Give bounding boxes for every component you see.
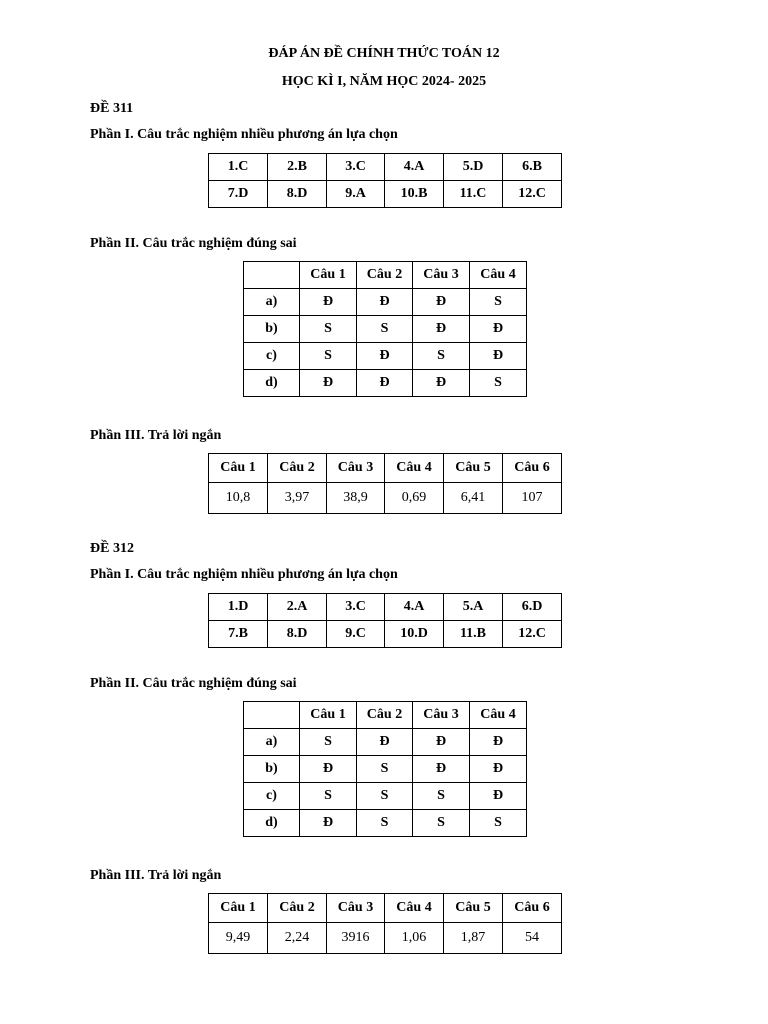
column-header: Câu 1 [300,702,357,729]
answer-cell: 9.A [327,181,385,208]
answer-cell: 12.C [503,621,562,648]
column-header: Câu 2 [357,262,413,289]
table-row [209,154,562,181]
part3-heading: Phần III. Trả lời ngắn [90,868,222,883]
answer-cell: 6.D [503,594,562,621]
answer-cell: 5.D [444,154,503,181]
row-label: c) [244,343,300,370]
table-row [244,810,527,837]
answer-cell: Đ [357,370,413,397]
answer-cell: Đ [357,729,413,756]
column-header: Câu 3 [327,454,385,483]
answer-cell: 11.C [444,181,503,208]
answer-cell: Đ [470,783,527,810]
answer-cell: Đ [300,289,357,316]
answer-cell: S [300,316,357,343]
part3-heading: Phần III. Trả lời ngắn [90,428,222,443]
answer-cell: Đ [300,370,357,397]
answer-cell: 8.D [268,181,327,208]
column-header: Câu 4 [470,702,527,729]
part2-true-false-table [243,701,527,837]
column-header: Câu 4 [385,894,444,923]
answer-cell: 9.C [327,621,385,648]
row-label: a) [244,289,300,316]
table-row [244,316,527,343]
answer-cell: 4.A [385,154,444,181]
column-header: Câu 3 [327,894,385,923]
exam-code-heading: ĐỀ 312 [90,541,134,556]
answer-cell: 2.A [268,594,327,621]
answer-cell: Đ [300,756,357,783]
table-row [209,923,562,954]
answer-cell: 0,69 [385,483,444,514]
column-header: Câu 6 [503,454,562,483]
answer-cell: 7.B [209,621,268,648]
part1-answer-table [208,153,562,208]
answer-cell: S [357,316,413,343]
answer-cell: 11.B [444,621,503,648]
answer-cell: 10.D [385,621,444,648]
answer-cell: S [357,810,413,837]
answer-cell: 1,06 [385,923,444,954]
column-header: Câu 1 [209,894,268,923]
column-header: Câu 3 [413,262,470,289]
answer-cell: 38,9 [327,483,385,514]
answer-cell: 4.A [385,594,444,621]
column-header: Câu 2 [357,702,413,729]
answer-cell: Đ [470,316,527,343]
row-label: a) [244,729,300,756]
table-row [209,181,562,208]
row-label: d) [244,810,300,837]
column-header: Câu 4 [385,454,444,483]
table-row [244,756,527,783]
table-row [244,343,527,370]
answer-cell: Đ [300,810,357,837]
answer-cell: 54 [503,923,562,954]
table-row [209,594,562,621]
answer-cell: Đ [413,289,470,316]
part1-answer-table [208,593,562,648]
answer-cell: S [300,343,357,370]
column-header: Câu 2 [268,894,327,923]
answer-cell: Đ [413,370,470,397]
column-header: Câu 4 [470,262,527,289]
row-label: c) [244,783,300,810]
answer-cell: 3916 [327,923,385,954]
answer-cell: 107 [503,483,562,514]
column-header: Câu 3 [413,702,470,729]
table-header-row [209,894,562,923]
part3-short-answer-table [208,453,562,514]
answer-cell: Đ [413,729,470,756]
answer-cell: 5.A [444,594,503,621]
answer-cell: 6.B [503,154,562,181]
answer-cell: 6,41 [444,483,503,514]
column-header: Câu 5 [444,454,503,483]
answer-cell: 2.B [268,154,327,181]
answer-cell: Đ [470,343,527,370]
table-row [244,289,527,316]
answer-cell: S [470,810,527,837]
answer-cell: 3.C [327,594,385,621]
answer-cell: S [413,343,470,370]
answer-cell: 10,8 [209,483,268,514]
answer-cell: S [300,729,357,756]
answer-cell: Đ [413,756,470,783]
part2-true-false-table [243,261,527,397]
answer-cell: 1.C [209,154,268,181]
table-row [244,729,527,756]
exam-code-heading: ĐỀ 311 [90,101,134,116]
part1-heading: Phần I. Câu trắc nghiệm nhiều phương án lựa chọn [90,567,398,582]
answer-cell: S [300,783,357,810]
answer-cell: S [413,810,470,837]
column-header: Câu 6 [503,894,562,923]
table-header-row [209,454,562,483]
answer-cell: Đ [470,756,527,783]
part3-short-answer-table [208,893,562,954]
answer-cell: 3.C [327,154,385,181]
answer-cell: 7.D [209,181,268,208]
table-row [244,370,527,397]
answer-cell: Đ [357,343,413,370]
column-header [244,262,300,289]
column-header: Câu 1 [300,262,357,289]
part2-heading: Phần II. Câu trắc nghiệm đúng sai [90,676,297,691]
answer-cell: 12.C [503,181,562,208]
answer-cell: Đ [413,316,470,343]
answer-cell: S [470,289,527,316]
part2-heading: Phần II. Câu trắc nghiệm đúng sai [90,236,297,251]
column-header: Câu 5 [444,894,503,923]
column-header: Câu 1 [209,454,268,483]
table-row [209,621,562,648]
column-header: Câu 2 [268,454,327,483]
answer-cell: 1,87 [444,923,503,954]
answer-cell: 3,97 [268,483,327,514]
answer-cell: Đ [357,289,413,316]
table-header-row [244,262,527,289]
answer-cell: 10.B [385,181,444,208]
answer-cell: 8.D [268,621,327,648]
row-label: b) [244,756,300,783]
table-row [209,483,562,514]
answer-cell: 2,24 [268,923,327,954]
table-row [244,783,527,810]
answer-cell: 1.D [209,594,268,621]
column-header [244,702,300,729]
answer-cell: S [357,756,413,783]
answer-cell: S [413,783,470,810]
answer-cell: S [357,783,413,810]
row-label: b) [244,316,300,343]
document-subtitle: HỌC KÌ I, NĂM HỌC 2024- 2025 [281,74,487,89]
part1-heading: Phần I. Câu trắc nghiệm nhiều phương án lựa chọn [90,127,398,142]
answer-cell: Đ [470,729,527,756]
answer-cell: S [470,370,527,397]
table-header-row [244,702,527,729]
row-label: d) [244,370,300,397]
document-title: ĐÁP ÁN ĐỀ CHÍNH THỨC TOÁN 12 [268,46,500,61]
answer-cell: 9,49 [209,923,268,954]
